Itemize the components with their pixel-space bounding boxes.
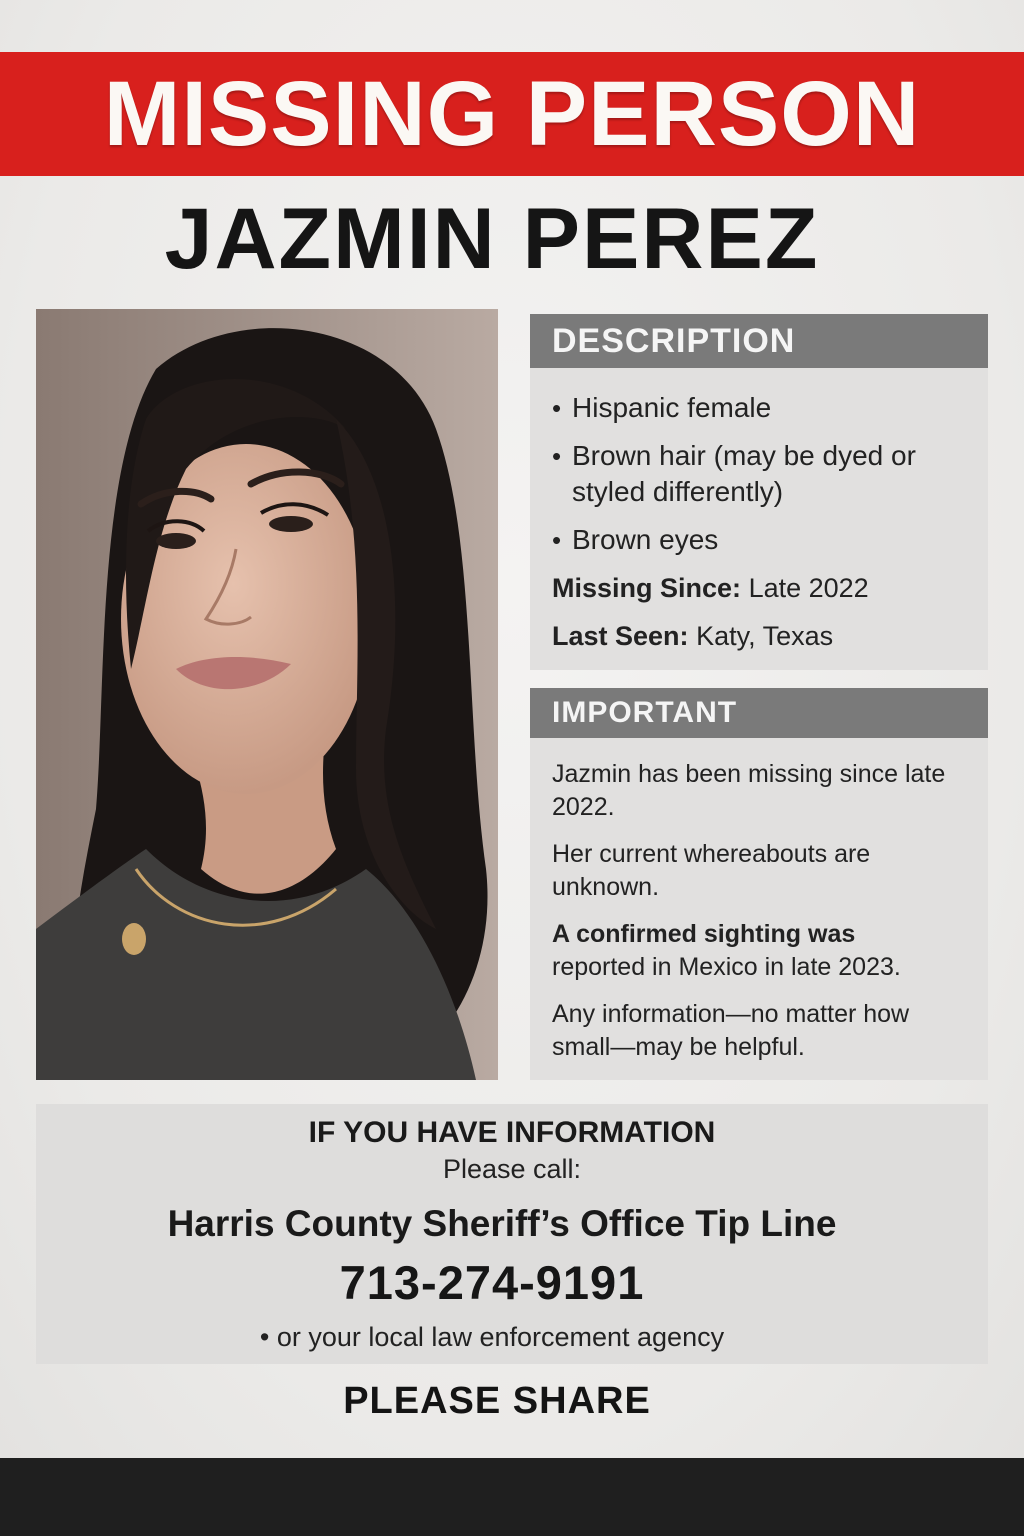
contact-alternative: • or your local law enforcement agency: [259, 1322, 725, 1352]
list-item: • Brown eyes: [552, 522, 988, 558]
last-seen: [530, 618, 988, 654]
sighting-rest: reported in Mexico in late 2023.: [552, 953, 901, 981]
important-heading: IMPORTANT: [530, 688, 988, 738]
important-paragraph: [552, 918, 966, 984]
last-seen-label: Last Seen:: [552, 621, 689, 651]
contact-phone: 713-274-9191: [339, 1256, 645, 1309]
last-seen-value: Katy, Texas: [696, 621, 834, 651]
description-heading: DESCRIPTION: [530, 314, 988, 368]
trait-list: [530, 368, 988, 558]
person-name: JAZMIN PEREZ: [164, 191, 820, 287]
person-photo: [36, 309, 498, 1080]
footer-bar: [0, 1458, 1024, 1536]
missing-since-label: Missing Since:: [552, 573, 742, 603]
list-item: • Hispanic female: [552, 390, 988, 426]
banner-title: MISSING PERSON: [103, 62, 921, 165]
important-paragraph: Jazmin has been missing since late 2022.: [552, 760, 946, 821]
contact-heading: IF YOU HAVE INFORMATION: [308, 1116, 716, 1149]
contact-call: Please call:: [442, 1154, 582, 1184]
please-share: PLEASE SHARE: [343, 1380, 651, 1422]
missing-person-banner: [0, 52, 1024, 176]
missing-since-value: Late 2022: [748, 573, 869, 603]
description-panel: [530, 314, 988, 670]
important-panel: [530, 688, 988, 1080]
sighting-bold: A confirmed sighting was: [552, 920, 856, 948]
important-body: [530, 738, 988, 1064]
contact-agency: Harris County Sheriff’s Office Tip Line: [167, 1203, 837, 1244]
list-item: • Brown hair (may be dyed or styled differently): [552, 438, 988, 510]
contact-panel: [36, 1104, 988, 1364]
important-paragraph: Her current whereabouts are unknown.: [552, 840, 871, 901]
important-paragraph: Any information—no matter how small—may be helpful.: [552, 1000, 910, 1061]
missing-since: [530, 570, 988, 606]
